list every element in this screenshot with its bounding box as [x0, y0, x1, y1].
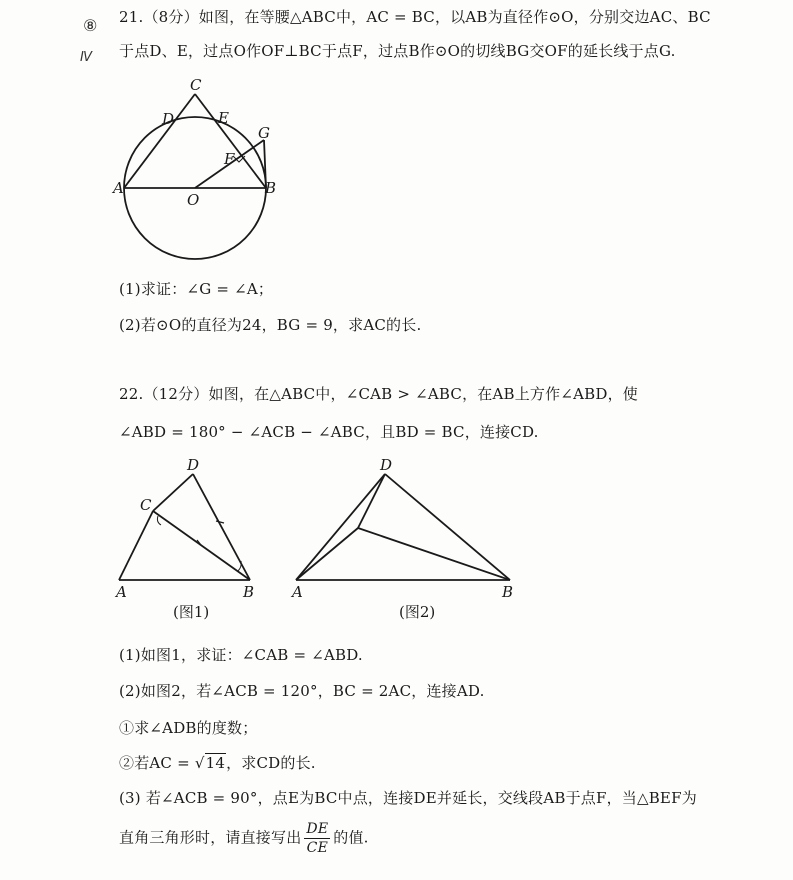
q21-line1: 21.（8分）如图，在等腰△ABC中，AC = BC，以AB为直径作⊙O，分别交边AC、BC: [119, 8, 711, 26]
fraction-denominator: CE: [306, 840, 328, 856]
q21-label-o: O: [187, 191, 200, 209]
q21-label-f: F: [224, 150, 235, 168]
fig2-segment-cb: [358, 528, 510, 580]
sqrt-symbol: √: [194, 754, 205, 772]
q22-part2-2: [119, 752, 316, 773]
q22-part2-2-prefix: ②若AC =: [119, 754, 195, 772]
fig1-label-c: C: [140, 496, 152, 514]
q22-part3-line1: (3) 若∠ACB = 90°，点E为BC中点，连接DE并延长，交线段AB于点F，当△BEF为: [119, 789, 697, 807]
q21-label-c: C: [190, 76, 202, 94]
fig2-label-d: D: [380, 456, 393, 474]
fig1-label-b: B: [243, 583, 255, 601]
q21-label-d: D: [162, 110, 175, 128]
margin-mark-top: ⑧: [83, 16, 98, 35]
q22-part2: (2)如图2，若∠ACB = 120°，BC = 2AC，连接AD.: [119, 682, 485, 700]
fig1-label-d: D: [187, 456, 200, 474]
fig2-caption: (图2): [399, 603, 436, 621]
q22-line1: 22.（12分）如图，在△ABC中，∠CAB > ∠ABC，在AB上方作∠ABD，使: [119, 385, 638, 403]
fraction-numerator: DE: [306, 821, 329, 837]
q21-label-a: A: [113, 179, 124, 197]
q21-line2: 于点D、E，过点O作OF⊥BC于点F，过点B作⊙O的切线BG交OF的延长线于点G.: [119, 42, 676, 60]
sqrt-radicand: 14: [205, 754, 226, 772]
fig2-label-b: B: [502, 583, 514, 601]
q22-part2-2-suffix: ，求CD的长.: [226, 754, 316, 772]
q22-part1: (1)如图1，求证：∠CAB = ∠ABD.: [119, 646, 363, 664]
q21-label-g: G: [258, 124, 270, 142]
fig1-label-a: A: [116, 583, 127, 601]
fraction-de-ce: [304, 820, 330, 857]
q22-line2: ∠ABD = 180° − ∠ACB − ∠ABC，且BD = BC，连接CD.: [119, 423, 539, 441]
margin-mark-bottom: Ⅳ: [80, 50, 92, 65]
fig2-segment-ac: [296, 528, 358, 580]
q22-part2-1: ①求∠ADB的度数；: [119, 719, 258, 737]
q22-part3-suffix: 的值.: [333, 828, 369, 847]
q21-label-b: B: [265, 179, 277, 197]
fig2-segment-db: [385, 474, 510, 580]
fig2-segment-ad: [296, 474, 385, 580]
q21-label-e: E: [218, 109, 229, 127]
q21-part1: (1)求证：∠G = ∠A；: [119, 280, 274, 298]
fig2-label-a: A: [292, 583, 303, 601]
q21-part2: (2)若⊙O的直径为24，BG = 9，求AC的长.: [119, 316, 422, 334]
fig1-caption: (图1): [173, 603, 210, 621]
q22-part3-line2: [119, 820, 369, 857]
q22-part3-prefix: 直角三角形时，请直接写出: [119, 828, 302, 847]
